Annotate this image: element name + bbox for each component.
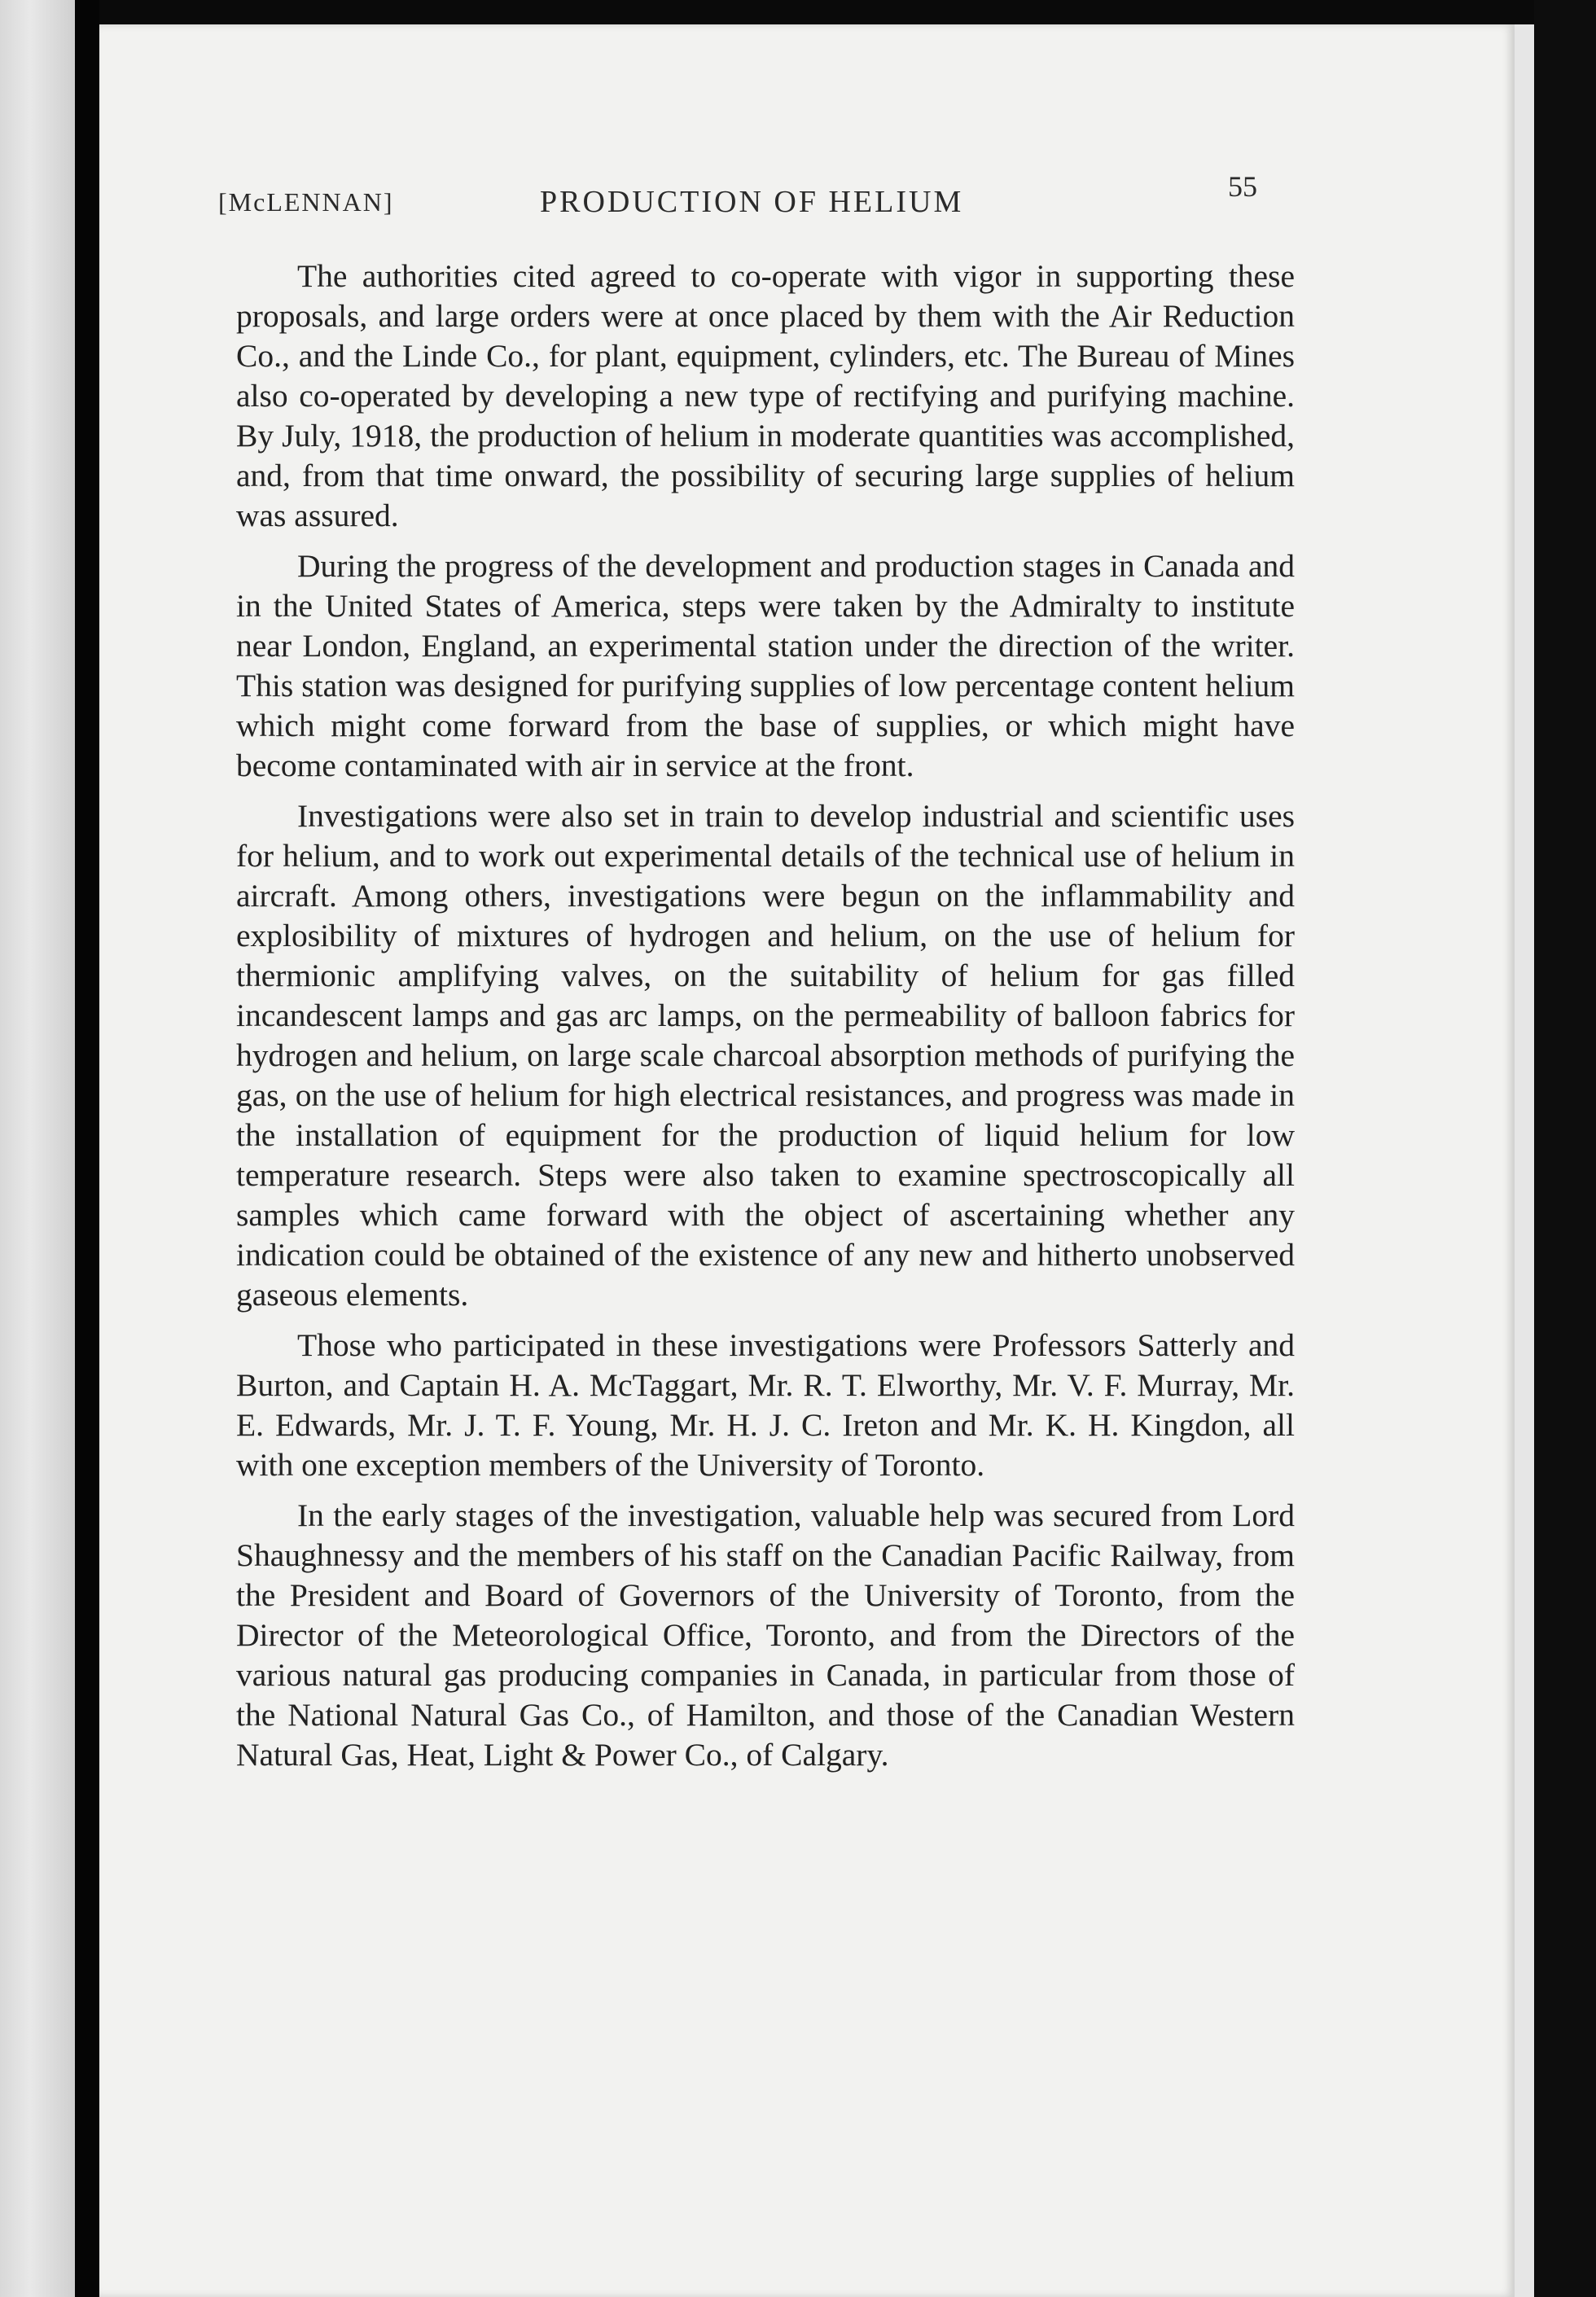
- running-head-author: [McLENNAN]: [218, 187, 394, 217]
- book-gutter: [75, 0, 99, 2297]
- paragraph: In the early stages of the investigation, valuable help was secured from Lord Shaughnessy and the members of his staff on the Canadian Pacific Railway, from the President and Board of Governors of the University of Toronto, from the Director of the Meteorological Office, Toronto, and from the Directors of the various natural gas producing companies in Canada, in particular from those of the National Natural Gas Co., of Hamilton, and those of the Canadian Western Natural Gas, Heat, Light & Power Co., of Calgary.: [236, 1497, 1295, 1773]
- scan-background: [1534, 0, 1596, 2297]
- paragraph: Those who participated in these investigations were Professors Satterly and Burton, and Captain H. A. McTaggart, Mr. R. T. Elworthy, Mr. V. F. Murray, Mr. E. Edwards, Mr. J. T. F. Young, Mr. H. J. C. Ireton and Mr. K. H. Kingdon, all with one exception members of the University of Toronto.: [236, 1327, 1295, 1483]
- body-text: [236, 256, 1295, 1786]
- paragraph: Investigations were also set in train to develop industrial and scientific uses for helium, and to work out experimental details of the technical use of helium in aircraft. Among others, investigations were begun on the inflammability and explosibility of mixtures of hydrogen and helium, on the use of helium for thermionic amplifying valves, on the suitability of helium for gas filled incandescent lamps and gas arc lamps, on the permeability of balloon fabrics for hydrogen and helium, on large scale charcoal absorption methods of purifying the gas, on the use of helium for high electrical resistances, and progress was made in the installation of equipment for the production of liquid helium for low temperature research. Steps were also taken to examine spectroscopically all samples which came forward with the object of ascertaining whether any indication could be obtained of the existence of any new and hitherto unobserved gaseous elements.: [236, 798, 1295, 1313]
- paragraph: During the progress of the development and production stages in Canada and in the United States of America, steps were taken by the Admiralty to institute near London, England, an experimental station under the direction of the writer. This station was designed for purifying supplies of low percentage content helium which might come forward from the base of supplies, or which might have become contaminated with air in service at the front.: [236, 548, 1295, 783]
- running-head-title: PRODUCTION OF HELIUM: [540, 185, 964, 219]
- running-header: [218, 169, 1277, 218]
- page-right-edge: [1515, 24, 1534, 2297]
- page-number: 55: [1228, 170, 1257, 203]
- paragraph: The authorities cited agreed to co-operate with vigor in supporting these proposals, and large orders were at once placed by them with the Air Reduction Co., and the Linde Co., for plant, equipment, cylinders, etc. The Bureau of Mines also co-operated by developing a new type of rectifying and purifying machine. By July, 1918, the production of helium in moderate quantities was accomplished, and, from that time onward, the possibility of securing large supplies of helium was assured.: [236, 258, 1295, 533]
- facing-page-edge: [0, 0, 75, 2297]
